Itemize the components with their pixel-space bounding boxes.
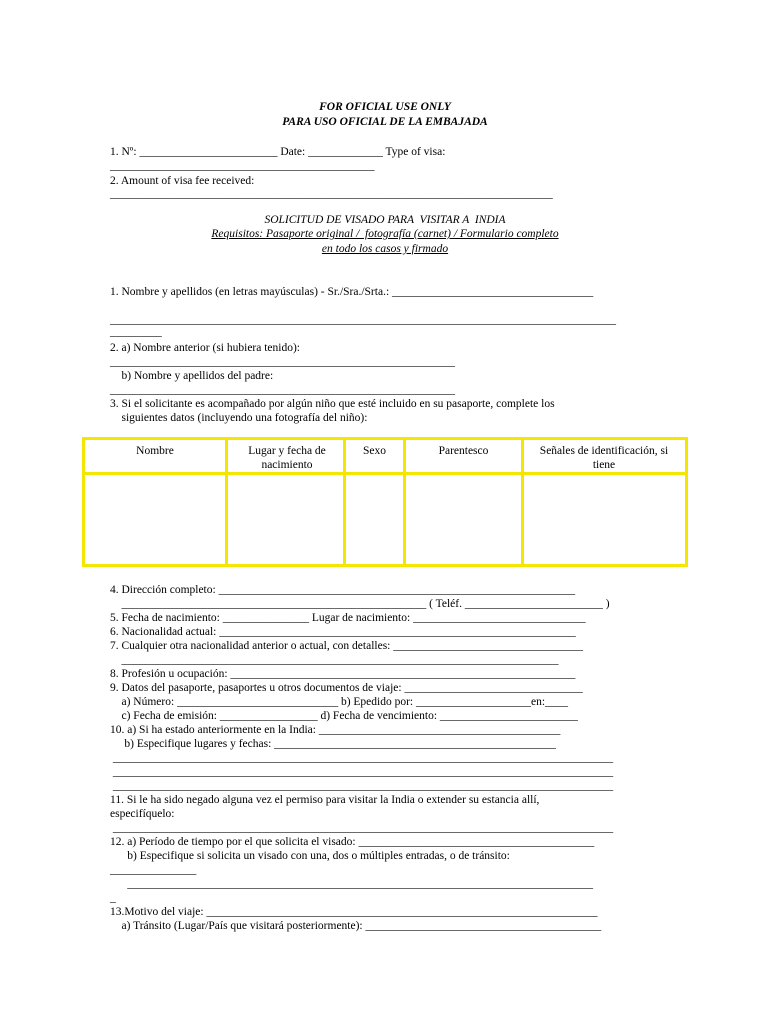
q2a-line: ____________________________________________________________ [110,356,455,368]
q8-profession: 8. Profesión u ocupación: ____________________________________________________________ [110,668,576,680]
cell-nombre[interactable] [85,475,225,564]
q12a-period: 12. a) Período de tiempo por el que solicita el visado: _________________________________________ [110,836,595,848]
q10b-places: b) Especifique lugares y fechas: _________________________________________________ [110,738,556,750]
q12b-entries: b) Especifique si solicita un visado con una, dos o múltiples entradas, o de tránsito: [110,850,510,862]
header-line-1: FOR OFICIAL USE ONLY [319,101,451,113]
q13-reason: 13.Motivo del viaje: ____________________________________________________________________ [110,906,598,918]
q4-address: 4. Dirección completo: ______________________________________________________________ [110,584,576,596]
q12-line-1: _______________ [110,864,197,876]
official-number-date-visa: 1. Nº: ________________________ Date: _____________ Type of visa: [110,146,446,158]
official-fee-line: _____________________________________________________________________________ [110,188,553,200]
official-line-1b: ______________________________________________ [110,160,375,172]
q6-nationality: 6. Nacionalidad actual: ______________________________________________________________ [110,626,576,638]
q1-full-name: 1. Nombre y apellidos (en letras mayúsculas) - Sr./Sra./Srta.: ___________________________________ [110,286,594,298]
q10a-been-india: 10. a) Si ha estado anteriormente en la India: __________________________________________ [110,724,561,736]
header-line-2: PARA USO OFICIAL DE LA EMBAJADA [282,116,488,128]
q7-other-nationality: 7. Cualquier otra nacionalidad anterior o actual, con detalles: _________________________________ [110,640,583,652]
col-header-sexo: Sexo [363,445,386,457]
col-header-lugar-fecha: Lugar y fecha de nacimiento [248,445,326,471]
q5-birth: 5. Fecha de nacimiento: _______________ Lugar de nacimiento: ______________________________ [110,612,586,624]
child-table [82,437,688,567]
cell-senales[interactable] [524,475,685,564]
cell-sexo[interactable] [346,475,403,564]
q10-line-2: _______________________________________________________________________________________ [110,766,614,778]
q11-specify: especifíquelo: [110,808,175,820]
form-title: SOLICITUD DE VISADO PARA VISITAR A INDIA [264,214,506,226]
q10-line-1: _______________________________________________________________________________________ [110,752,614,764]
col-header-nombre: Nombre [136,445,174,457]
cell-parentesco[interactable] [406,475,521,564]
q9a-number: a) Número: ____________________________ b) Epedido por: ____________________en:____ [110,696,569,708]
q12-line-2: _________________________________________________________________________________ [110,878,593,890]
q1-line-3: _________ [110,326,162,338]
official-fee-label: 2. Amount of visa fee received: [110,175,255,187]
q11-denied: 11. Si le ha sido negado alguna vez el permiso para visitar la India o extender su estancia allí, [110,794,540,806]
q3-child-info-2: siguientes datos (incluyendo una fotografía del niño): [110,412,368,424]
q4-address-phone: _____________________________________________________ ( Teléf. ________________________ ) [110,598,610,610]
q7-line: ____________________________________________________________________________ [110,654,559,666]
cell-lugar-fecha[interactable] [228,475,343,564]
col-header-parentesco: Parentesco [438,445,489,457]
q11-line: _______________________________________________________________________________________ [110,822,614,834]
q9-passport: 9. Datos del pasaporte, pasaportes u otros documentos de viaje: _______________________________ [110,682,583,694]
col-header-senales: Señales de identificación, si tiene [539,445,669,471]
q2b-line: ____________________________________________________________ [110,384,455,396]
q12-line-3: _ [110,892,116,904]
q9c-dates: c) Fecha de emisión: _________________ d) Fecha de vencimiento: ________________________ [110,710,578,722]
q2a-previous-name: 2. a) Nombre anterior (si hubiera tenido): [110,342,301,354]
q1-line-2: ________________________________________________________________________________________ [110,314,616,326]
requirements-line-2: en todo los casos y firmado [321,243,449,255]
q13a-transit: a) Tránsito (Lugar/País que visitará posteriormente): _________________________________________ [110,920,602,932]
requirements-line: Requisitos: Pasaporte original / fotografía (carnet) / Formulario completo [211,228,559,240]
q2b-father-name: b) Nombre y apellidos del padre: [110,370,274,382]
q10-line-3: _______________________________________________________________________________________ [110,780,614,792]
q3-child-info: 3. Si el solicitante es acompañado por algún niño que esté incluido en su pasaporte, complete los [110,398,555,410]
